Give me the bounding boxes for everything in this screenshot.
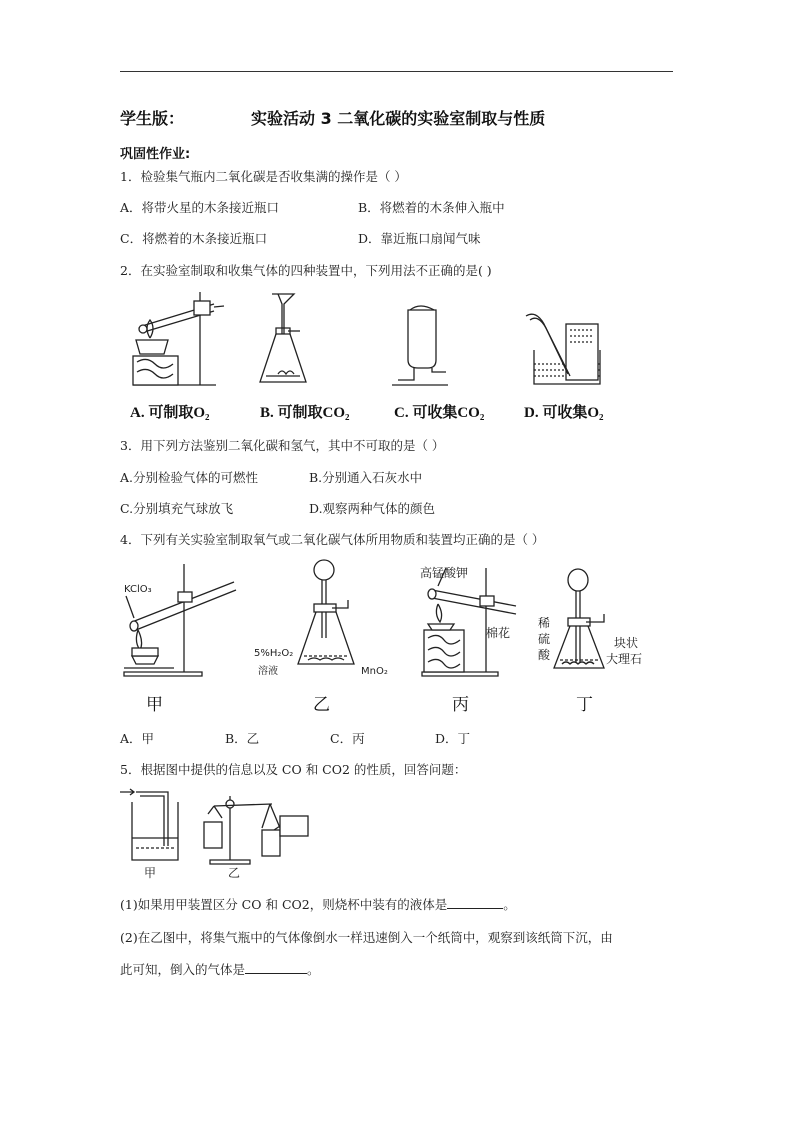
- q2-label-c: C. 可收集CO₂: [394, 405, 485, 421]
- q2-stem: 2．在实验室制取和收集气体的四种装置中，下列用法不正确的是( ): [120, 263, 492, 278]
- q5-fig-yi-balance: [200, 790, 312, 870]
- q4-fig-ding-acid-marble: [548, 566, 612, 674]
- q1-stem: 1．检验集气瓶内二氧化碳是否收集满的操作是（ ）: [120, 169, 407, 184]
- q1-option-b: B．将燃着的木条伸入瓶中: [358, 200, 505, 215]
- q4-label-h2o2: 5%H₂O₂: [254, 648, 294, 659]
- header-rule: [120, 71, 673, 72]
- q4-caption-yi: 乙: [313, 695, 330, 715]
- q4-label-acid-3: 酸: [538, 648, 551, 662]
- q3-option-a: A.分别检验气体的可燃性: [120, 470, 259, 485]
- section-heading: 巩固性作业:: [120, 147, 191, 162]
- q4-label-acid-2: 硫: [538, 632, 551, 646]
- q5-fig-jia-beaker: [118, 788, 184, 868]
- q3-option-c: C.分别填充气球放飞: [120, 501, 234, 516]
- q2-label-b: B. 可制取CO₂: [260, 405, 350, 421]
- q3-stem: 3．用下列方法鉴别二氧化碳和氢气，其中不可取的是（ ）: [120, 438, 445, 453]
- q4-label-mno2: MnO₂: [361, 666, 388, 677]
- q4-label-acid-1: 稀: [538, 616, 551, 630]
- version-label: 学生版：: [120, 109, 185, 128]
- q5-caption-jia: 甲: [144, 866, 157, 880]
- q4-label-marble-1: 块状: [614, 636, 639, 650]
- q4-label-kclo3: KClO₃: [124, 584, 152, 595]
- q4-label-solution: 溶液: [258, 666, 278, 677]
- q1-option-a: A．将带火星的木条接近瓶口: [120, 200, 280, 215]
- q4-caption-bing: 丙: [452, 695, 469, 715]
- q4-option-a: A．甲: [120, 731, 155, 746]
- q5-part1: (1)如果用甲装置区分 CO 和 CO2，则烧杯中装有的液体是 。: [120, 897, 516, 912]
- q4-option-d: D．丁: [435, 731, 471, 746]
- q2-fig-a-heating-apparatus: [128, 284, 228, 388]
- q4-fig-jia-kclo3-heating: [118, 560, 244, 680]
- q4-caption-ding: 丁: [576, 695, 593, 715]
- q5-stem: 5．根据图中提供的信息以及 CO 和 CO2 的性质，回答问题：: [120, 762, 467, 777]
- q5-part2-line2: 此可知，倒入的气体是 。: [120, 962, 320, 977]
- q4-stem: 4．下列有关实验室制取氧气或二氧化碳气体所用物质和装置均正确的是（ ）: [120, 532, 545, 547]
- q2-fig-d-water-trough: [522, 306, 612, 390]
- q2-fig-c-inverted-bottle: [388, 298, 452, 388]
- q5-answer-blank-1[interactable]: [447, 898, 503, 909]
- q4-option-c: C．丙: [330, 731, 365, 746]
- q3-option-b: B.分别通入石灰水中: [309, 470, 423, 485]
- q4-fig-yi-h2o2-flask: [292, 560, 372, 672]
- q4-option-b: B．乙: [225, 731, 260, 746]
- q3-option-d: D.观察两种气体的颜色: [309, 501, 436, 516]
- q5-part2-line1: (2)在乙图中，将集气瓶中的气体像倒水一样迅速倒入一个纸筒中，观察到该纸筒下沉，由: [120, 930, 613, 945]
- q2-label-d: D. 可收集O₂: [524, 405, 604, 421]
- q2-fig-b-flask-funnel: [258, 290, 308, 390]
- page-title: 实验活动 3 二氧化碳的实验室制取与性质: [251, 109, 546, 128]
- q5-caption-yi: 乙: [228, 866, 241, 880]
- q5-answer-blank-2[interactable]: [245, 963, 307, 974]
- q4-label-marble-2: 大理石: [606, 652, 643, 666]
- q2-label-a: A. 可制取O₂: [130, 405, 210, 421]
- q1-option-c: C．将燃着的木条接近瓶口: [120, 231, 268, 246]
- q4-caption-jia: 甲: [146, 695, 163, 715]
- q4-label-cotton: 棉花: [486, 626, 511, 640]
- q1-option-d: D．靠近瓶口扇闻气味: [358, 231, 481, 246]
- q4-label-kmno4: 高锰酸钾: [420, 566, 469, 580]
